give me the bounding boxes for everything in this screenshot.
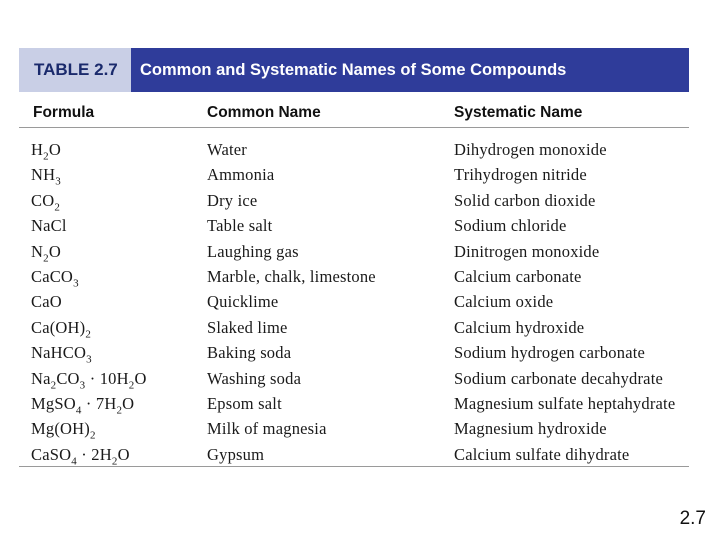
- systematic-name-cell: Dihydrogen monoxide: [454, 140, 607, 159]
- formula-cell: NaCl: [31, 216, 67, 236]
- table-row: [0, 343, 720, 368]
- common-name-cell: Washing soda: [207, 368, 302, 388]
- systematic-name-cell: Magnesium hydroxide: [454, 419, 607, 439]
- formula-cell: MgSO$_4$ · $7H_2O$: [31, 394, 135, 417]
- column-header-formula: Formula: [33, 104, 95, 121]
- page-number: 2.7: [679, 508, 706, 529]
- table-row: [0, 140, 720, 165]
- systematic-name-cell: Solid carbon dioxide: [454, 190, 596, 210]
- systematic-name-cell: Sodium hydrogen carbonate: [454, 343, 646, 363]
- table-row: [0, 165, 720, 190]
- common-name-cell: Laughing gas: [207, 241, 299, 261]
- formula-cell: $NH_3$: [31, 165, 61, 188]
- table-row: [0, 292, 720, 317]
- table-row: [0, 394, 720, 419]
- common-name-cell: Gypsum: [207, 444, 265, 464]
- column-header-common-name: Common Name: [207, 104, 321, 121]
- common-name-cell: Quicklime: [207, 292, 279, 312]
- formula-cell: CaSO$_4$ · $2H_2O$: [31, 444, 130, 468]
- formula-cell: $Na_2CO_3 \cdot 10H_2O$: [31, 368, 147, 391]
- table-row: [0, 369, 720, 394]
- formula-cell: NaHCO$_3$: [31, 343, 92, 366]
- formula-cell: CaCO$_3$: [31, 267, 79, 290]
- common-name-cell: Dry ice: [207, 190, 258, 210]
- common-name-cell: Water: [207, 140, 247, 159]
- formula-cell: $Mg(OH)_2$: [31, 419, 96, 442]
- table-title: Common and Systematic Names of Some Compounds: [131, 48, 689, 92]
- formula-cell: $H_2O$: [31, 140, 61, 163]
- formula-cell: $N_2O$: [31, 241, 61, 264]
- systematic-name-cell: Dinitrogen monoxide: [454, 241, 600, 261]
- systematic-name-cell: Sodium carbonate decahydrate: [454, 368, 664, 388]
- formula-cell: $CO_2$: [31, 190, 61, 214]
- column-header-systematic-name: Systematic Name: [454, 104, 583, 121]
- common-name-cell: Baking soda: [207, 343, 292, 363]
- common-name-cell: Marble, chalk, limestone: [207, 267, 376, 286]
- formula-cell: CaO: [31, 292, 62, 312]
- systematic-name-cell: Trihydrogen nitride: [454, 165, 587, 185]
- table-header-bar: [19, 48, 689, 92]
- systematic-name-cell: Magnesium sulfate heptahydrate: [454, 394, 676, 413]
- common-name-cell: Milk of magnesia: [207, 419, 327, 439]
- table-row: [0, 318, 720, 343]
- common-name-cell: Epsom salt: [207, 394, 282, 413]
- common-name-cell: Slaked lime: [207, 317, 288, 337]
- systematic-name-cell: Calcium sulfate dihydrate: [454, 444, 630, 464]
- header-divider: [19, 127, 689, 128]
- table-number: TABLE 2.7: [19, 48, 131, 92]
- systematic-name-cell: Calcium carbonate: [454, 267, 582, 286]
- table-row: [0, 242, 720, 267]
- common-name-cell: Table salt: [207, 216, 273, 236]
- table-row: [0, 419, 720, 444]
- common-name-cell: Ammonia: [207, 165, 275, 185]
- systematic-name-cell: Sodium chloride: [454, 216, 567, 236]
- formula-cell: $Ca(OH)_2$: [31, 317, 92, 341]
- systematic-name-cell: Calcium hydroxide: [454, 317, 585, 337]
- systematic-name-cell: Calcium oxide: [454, 292, 554, 312]
- table-bottom-rule: [19, 466, 689, 467]
- table-row: [0, 267, 720, 292]
- table-row: [0, 191, 720, 216]
- table-row: [0, 216, 720, 241]
